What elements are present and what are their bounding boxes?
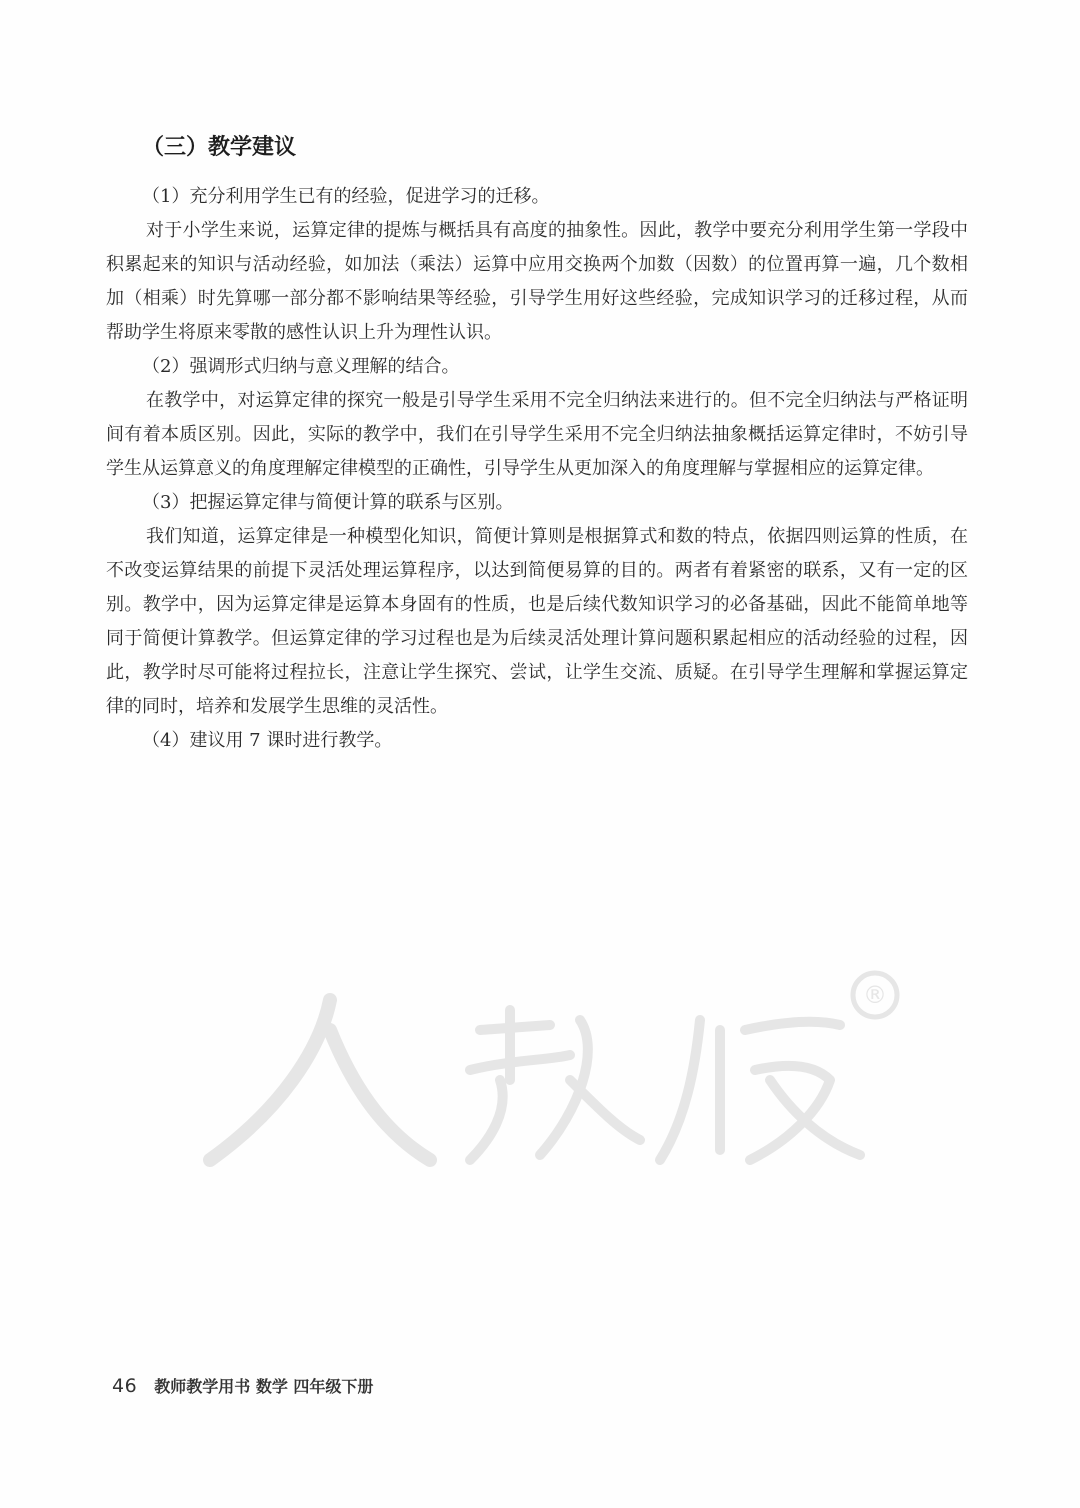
item-heading-3: （3）把握运算定律与简便计算的联系与区别。 — [142, 492, 514, 513]
publisher-watermark-logo — [180, 960, 900, 1190]
item-heading-1: （1）充分利用学生已有的经验，促进学习的迁移。 — [142, 186, 550, 207]
page-number: 46 — [112, 1375, 138, 1397]
item-heading-4: （4）建议用 7 课时进行教学。 — [142, 730, 393, 751]
main-content — [106, 126, 968, 758]
item-paragraph-1: 对于小学生来说，运算定律的提炼与概括具有高度的抽象性。因此，教学中要充分利用学生第一学段中积累起来的知识与活动经验，如加法（乘法）运算中应用交换两个加数（因数）的位置再算一遍，几个数相加（相乘）时先算哪一部分都不影响结果等经验，引导学生用好这些经验，完成知识学习的迁移过程，从而帮助学生将原来零散的感性认识上升为理性认识。 — [106, 220, 968, 343]
item-paragraph-3: 我们知道，运算定律是一种模型化知识，简便计算则是根据算式和数的特点，依据四则运算的性质，在不改变运算结果的前提下灵活处理运算程序，以达到简便易算的目的。两者有着紧密的联系，又有一定的区别。教学中，因为运算定律是运算本身固有的性质，也是后续代数知识学习的必备基础，因此不能简单地等同于简便计算教学。但运算定律的学习过程也是为后续灵活处理计算问题积累起相应的活动经验的过程，因此，教学时尽可能将过程拉长，注意让学生探究、尝试，让学生交流、质疑。在引导学生理解和掌握运算定律的同时，培养和发展学生思维的灵活性。 — [106, 526, 968, 717]
registered-mark: ® — [863, 981, 887, 1009]
section-title: （三）教学建议 — [142, 135, 297, 160]
item-paragraph-2: 在教学中，对运算定律的探究一般是引导学生采用不完全归纳法来进行的。但不完全归纳法与严格证明间有着本质区别。因此，实际的教学中，我们在引导学生采用不完全归纳法抽象概括运算定律时，不妨引导学生从运算意义的角度理解定律模型的正确性，引导学生从更加深入的角度理解与掌握相应的运算定律。 — [106, 390, 968, 479]
book-title: 教师教学用书 数学 四年级下册 — [154, 1377, 374, 1396]
page-footer — [112, 1374, 373, 1399]
item-heading-2: （2）强调形式归纳与意义理解的结合。 — [142, 356, 460, 377]
